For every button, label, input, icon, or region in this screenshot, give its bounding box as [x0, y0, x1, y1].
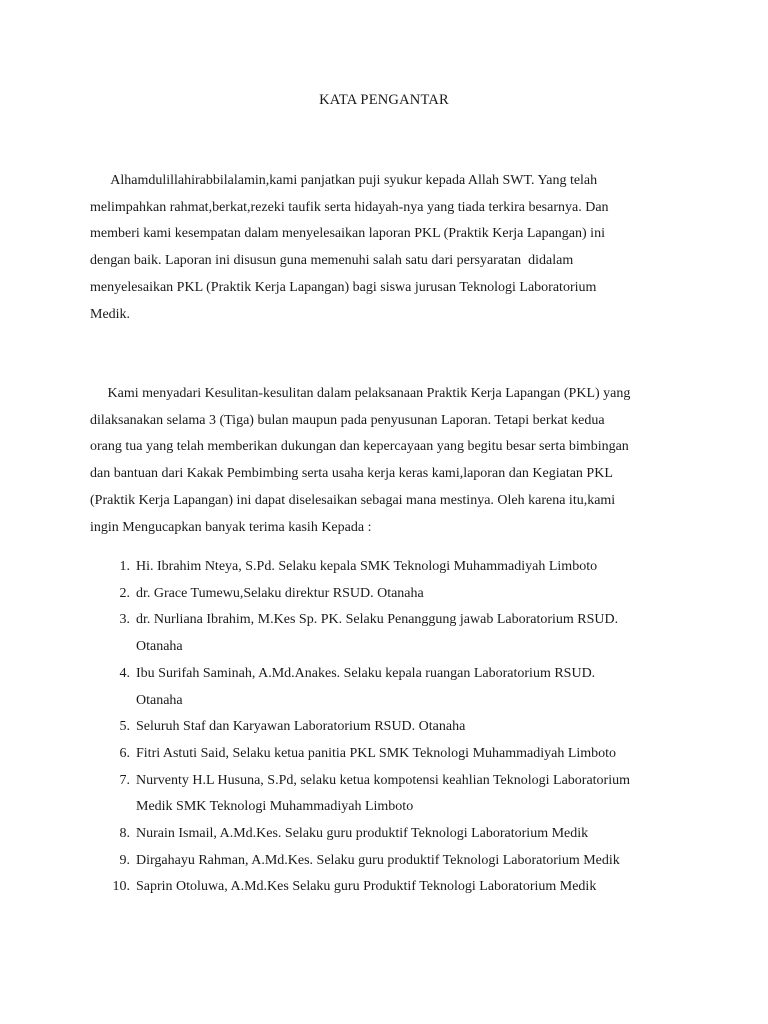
paragraph-line: dilaksanakan selama 3 (Tiga) bulan maupun pada penyusunan Laporan. Tetapi berkat kedua	[90, 412, 605, 428]
list-item-line: dr. Grace Tumewu,Selaku direktur RSUD. Otanaha	[136, 585, 424, 601]
list-item	[90, 821, 690, 848]
list-item-number	[90, 661, 130, 688]
list-item-number-text: 1.	[119, 559, 130, 574]
list-item-number	[90, 741, 130, 768]
paragraph-line: ingin Mengucapkan banyak terima kasih Kepada :	[90, 519, 372, 535]
list-item-line: Nurventy H.L Husuna, S.Pd, selaku ketua kompotensi keahlian Teknologi Laboratorium	[136, 772, 630, 788]
paragraph-intro	[90, 168, 680, 328]
list-item-line: Hi. Ibrahim Nteya, S.Pd. Selaku kepala SMK Teknologi Muhammadiyah Limboto	[136, 559, 598, 574]
list-item-text	[136, 874, 690, 901]
list-item-text	[136, 768, 690, 821]
paragraph-thanks	[90, 381, 680, 541]
list-item-number-text: 4.	[119, 665, 130, 681]
list-item-number-text: 3.	[119, 612, 130, 628]
paragraph-line: orang tua yang telah memberikan dukungan dan kepercayaan yang begitu besar serta bimbingan	[90, 439, 629, 455]
paragraph-line: dengan baik. Laporan ini disusun guna memenuhi salah satu dari persyaratan didalam	[90, 253, 574, 269]
list-item	[90, 581, 690, 608]
list-item	[90, 848, 690, 875]
list-item	[90, 768, 690, 821]
list-item	[90, 607, 690, 660]
paragraph-line: dan bantuan dari Kakak Pembimbing serta usaha kerja keras kami,laporan dan Kegiatan PKL	[90, 466, 613, 482]
list-item-number-text: 6.	[119, 745, 130, 761]
list-item-line: Saprin Otoluwa, A.Md.Kes Selaku guru Produktif Teknologi Laboratorium Medik	[136, 879, 597, 895]
list-item-number	[90, 714, 130, 741]
list-item	[90, 554, 690, 581]
list-item-text	[136, 607, 690, 660]
list-item	[90, 661, 690, 714]
list-item-number	[90, 821, 130, 848]
list-item-number-text: 9.	[119, 852, 130, 868]
list-item-line: Medik SMK Teknologi Muhammadiyah Limboto	[136, 799, 414, 815]
list-item-line: Nurain Ismail, A.Md.Kes. Selaku guru produktif Teknologi Laboratorium Medik	[136, 826, 589, 842]
paragraph-line: Alhamdulillahirabbilalamin,kami panjatkan puji syukur kepada Allah SWT. Yang telah	[90, 173, 598, 188]
list-item-number-text: 2.	[119, 585, 130, 601]
list-item-line: Otanaha	[136, 692, 183, 708]
list-item	[90, 714, 690, 741]
list-item-number	[90, 768, 130, 795]
list-item-text	[136, 848, 690, 875]
paragraph-line: Kami menyadari Kesulitan-kesulitan dalam pelaksanaan Praktik Kerja Lapangan (PKL) yang	[90, 386, 631, 401]
list-item-line: Otanaha	[136, 639, 183, 655]
list-item-text	[136, 554, 690, 581]
list-item-text	[136, 714, 690, 741]
list-item-number	[90, 581, 130, 608]
list-item-line: dr. Nurliana Ibrahim, M.Kes Sp. PK. Selaku Penanggung jawab Laboratorium RSUD.	[136, 612, 619, 628]
paragraph-line: menyelesaikan PKL (Praktik Kerja Lapangan) bagi siswa jurusan Teknologi Laboratorium	[90, 279, 597, 295]
list-item-number	[90, 874, 130, 901]
paragraph-line: Medik.	[90, 306, 131, 322]
list-item	[90, 874, 690, 901]
paragraph-line: memberi kami kesempatan dalam menyelesaikan laporan PKL (Praktik Kerja Lapangan) ini	[90, 226, 605, 242]
paragraph-line: melimpahkan rahmat,berkat,rezeki taufik serta hidayah-nya yang tiada terkira besarnya. Dan	[90, 199, 609, 215]
paragraph-line: (Praktik Kerja Lapangan) ini dapat diselesaikan sebagai mana mestinya. Oleh karena itu,kami	[90, 492, 616, 508]
list-item-number-text: 7.	[119, 772, 130, 788]
list-item-line: Fitri Astuti Said, Selaku ketua panitia PKL SMK Teknologi Muhammadiyah Limboto	[136, 745, 617, 761]
list-item-line: Dirgahayu Rahman, A.Md.Kes. Selaku guru produktif Teknologi Laboratorium Medik	[136, 852, 620, 868]
list-item	[90, 741, 690, 768]
list-item-text	[136, 661, 690, 714]
list-item-text	[136, 741, 690, 768]
page-title: KATA PENGANTAR	[319, 92, 449, 108]
list-item-number-text: 5.	[119, 719, 130, 735]
list-item-number	[90, 607, 130, 634]
list-item-line: Seluruh Staf dan Karyawan Laboratorium RSUD. Otanaha	[136, 719, 466, 735]
list-item-text	[136, 581, 690, 608]
list-item-number-text: 8.	[119, 826, 130, 842]
acknowledgement-list	[90, 554, 690, 901]
list-item-number	[90, 554, 130, 581]
list-item-line: Ibu Surifah Saminah, A.Md.Anakes. Selaku kepala ruangan Laboratorium RSUD.	[136, 665, 596, 681]
list-item-text	[136, 821, 690, 848]
list-item-number-text: 10.	[112, 879, 130, 895]
list-item-number	[90, 848, 130, 875]
